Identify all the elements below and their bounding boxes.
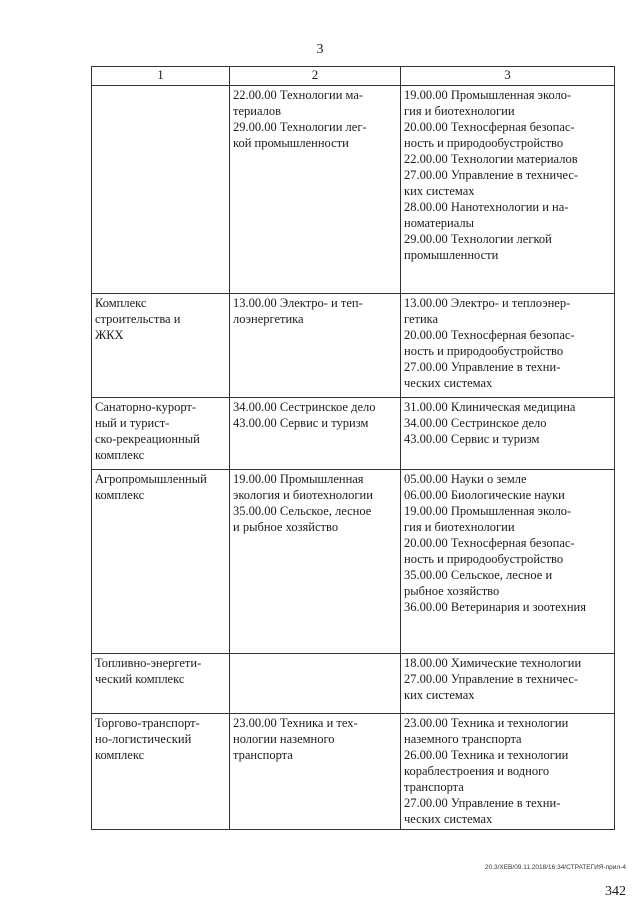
table-row [92, 654, 615, 714]
table-row [92, 714, 615, 830]
cell-text-line: гетика [404, 312, 439, 326]
cell-text-line: 26.00.00 Техника и технологии [404, 748, 569, 762]
table-cell-col-1 [92, 398, 230, 470]
cell-text-line: ческий комплекс [95, 672, 185, 686]
cell-text-line: экология и биотехнологии [233, 488, 373, 502]
cell-text-line: 19.00.00 Промышленная [233, 472, 364, 486]
cell-text-line: 19.00.00 Промышленная эколо- [404, 504, 572, 518]
table-header-col-3: 3 [401, 67, 615, 86]
table-cell-col-2 [230, 654, 401, 714]
table-cell-col-3 [401, 294, 615, 398]
specialties-table [91, 66, 615, 830]
table-row [92, 294, 615, 398]
cell-text-line: 20.00.00 Техносферная безопас- [404, 328, 575, 342]
cell-text-line: 05.00.00 Науки о земле [404, 472, 527, 486]
table-cell-col-1 [92, 470, 230, 654]
cell-text-line: транспорта [233, 748, 293, 762]
table-cell-col-1 [92, 294, 230, 398]
cell-text-line: 35.00.00 Сельское, лесное и [404, 568, 553, 582]
cell-text-line: 35.00.00 Сельское, лесное [233, 504, 372, 518]
cell-text-line: транспорта [404, 780, 464, 794]
cell-text-line: комплекс [95, 448, 145, 462]
cell-text-line: 36.00.00 Ветеринария и зоотехния [404, 600, 587, 614]
cell-text-line: 23.00.00 Техника и тех- [233, 716, 358, 730]
table-row [92, 470, 615, 654]
cell-text-line: ческих системах [404, 376, 493, 390]
table-row [92, 398, 615, 470]
cell-text-line: 13.00.00 Электро- и теплоэнер- [404, 296, 571, 310]
page-number-top: 3 [316, 42, 324, 57]
cell-text-line: комплекс [95, 748, 145, 762]
cell-text-line: кой промышленности [233, 136, 349, 150]
table-cell-col-3 [401, 654, 615, 714]
cell-text-line: ческих системах [404, 812, 493, 826]
cell-text-line: рыбное хозяйство [404, 584, 500, 598]
cell-text-line: 34.00.00 Сестринское дело [404, 416, 547, 430]
cell-text-line: 18.00.00 Химические технологии [404, 656, 582, 670]
cell-text-line: номатериалы [404, 216, 474, 230]
cell-text-line: 13.00.00 Электро- и теп- [233, 296, 363, 310]
cell-text-line: 06.00.00 Биологические науки [404, 488, 565, 502]
cell-text-line: 20.00.00 Техносферная безопас- [404, 536, 575, 550]
cell-text-line: 27.00.00 Управление в техничес- [404, 168, 579, 182]
cell-text-line: 19.00.00 Промышленная эколо- [404, 88, 572, 102]
cell-text-line: ность и природообустройство [404, 552, 564, 566]
table-header-row [92, 67, 615, 86]
table-row [92, 86, 615, 294]
table-cell-col-1 [92, 654, 230, 714]
cell-text-line: 43.00.00 Сервис и туризм [233, 416, 369, 430]
cell-text-line: 22.00.00 Технологии ма- [233, 88, 364, 102]
table-cell-col-3 [401, 86, 615, 294]
table-body [92, 86, 615, 830]
cell-text-line: гия и биотехнологии [404, 104, 515, 118]
cell-text-line: ЖКХ [95, 328, 124, 342]
cell-text-line: 29.00.00 Технологии лег- [233, 120, 367, 134]
cell-text-line: 22.00.00 Технологии материалов [404, 152, 578, 166]
cell-text-line: но-логистический [95, 732, 192, 746]
cell-text-line: 23.00.00 Техника и технологии [404, 716, 569, 730]
cell-text-line: 20.00.00 Техносферная безопас- [404, 120, 575, 134]
table-cell-col-2 [230, 294, 401, 398]
cell-text-line: ность и природообустройство [404, 344, 564, 358]
table-cell-col-2 [230, 398, 401, 470]
cell-text-line: 27.00.00 Управление в техни- [404, 360, 561, 374]
cell-text-line: Санаторно-курорт- [95, 400, 197, 414]
cell-text-line: ный и турист- [95, 416, 170, 430]
cell-text-line: ность и природообустройство [404, 136, 564, 150]
cell-text-line: ско-рекреационный [95, 432, 200, 446]
cell-text-line: строительства и [95, 312, 181, 326]
cell-text-line: Агропромышленный [95, 472, 207, 486]
cell-text-line: 28.00.00 Нанотехнологии и на- [404, 200, 569, 214]
cell-text-line: лоэнергетика [233, 312, 304, 326]
table-cell-col-3 [401, 470, 615, 654]
cell-text-line: 27.00.00 Управление в техничес- [404, 672, 579, 686]
cell-text-line: ких системах [404, 184, 475, 198]
cell-text-line: Комплекс [95, 296, 147, 310]
cell-text-line: териалов [233, 104, 281, 118]
cell-text-line: кораблестроения и водного [404, 764, 550, 778]
cell-text-line: нологии наземного [233, 732, 335, 746]
cell-text-line: и рыбное хозяйство [233, 520, 339, 534]
cell-text-line: комплекс [95, 488, 145, 502]
table-cell-col-2 [230, 714, 401, 830]
table-header-col-2: 2 [230, 67, 401, 86]
table-header-col-1: 1 [92, 67, 230, 86]
footer-page-number: 342 [605, 884, 626, 899]
table-cell-col-2 [230, 470, 401, 654]
cell-text-line: Топливно-энергети- [95, 656, 202, 670]
cell-text-line: ких системах [404, 688, 475, 702]
cell-text-line: 34.00.00 Сестринское дело [233, 400, 376, 414]
footer-document-code: 20.3/ХЕВ/09.11.2018/16:34/СТРАТЕГИЯ-прил-4 [484, 864, 626, 871]
cell-text-line: Торгово-транспорт- [95, 716, 200, 730]
cell-text-line: 31.00.00 Клиническая медицина [404, 400, 576, 414]
table-cell-col-3 [401, 714, 615, 830]
table-cell-col-1 [92, 86, 230, 294]
cell-text-line: гия и биотехнологии [404, 520, 515, 534]
cell-text-line: 27.00.00 Управление в техни- [404, 796, 561, 810]
table-cell-col-3 [401, 398, 615, 470]
cell-text-line: 43.00.00 Сервис и туризм [404, 432, 540, 446]
cell-text-line: наземного транспорта [404, 732, 522, 746]
table-cell-col-2 [230, 86, 401, 294]
table-cell-col-1 [92, 714, 230, 830]
cell-text-line: промышленности [404, 248, 499, 262]
cell-text-line: 29.00.00 Технологии легкой [404, 232, 552, 246]
